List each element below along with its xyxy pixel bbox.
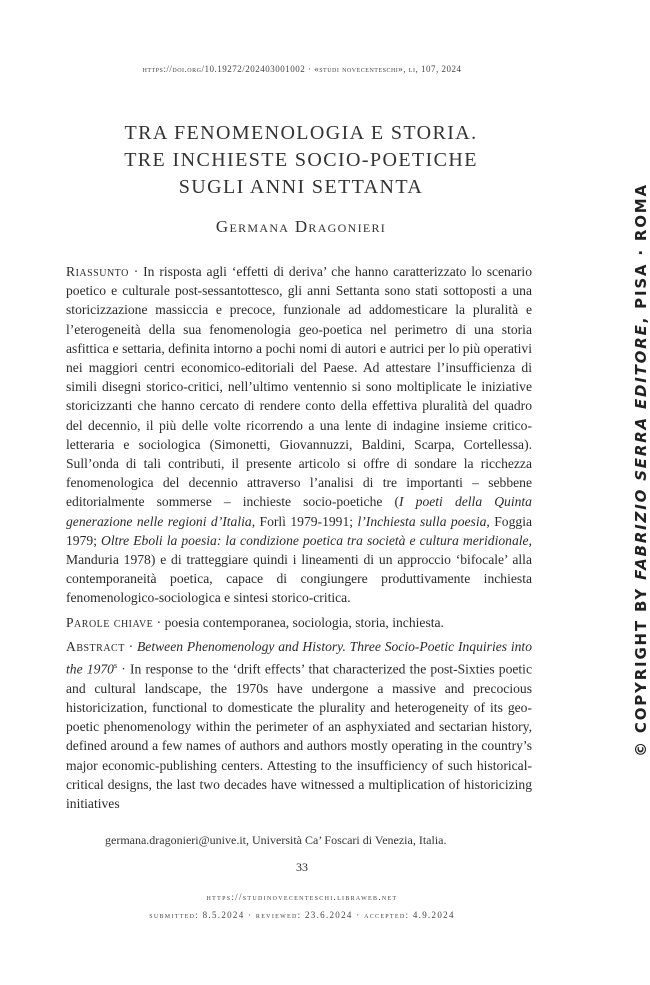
copyright-notice [632, 183, 650, 757]
work-title: Oltre Eboli la poesia: la condizione poetica tra società e cultura meridionale [101, 532, 529, 548]
title-line-2: TRE INCHIESTE SOCIO-POETICHE [124, 149, 478, 171]
work-title: l’Inchiesta sulla poesia [357, 513, 487, 529]
review-dates: submitted: 8.5.2024 · reviewed: 23.6.2024 · accepted: 4.9.2024 [149, 910, 455, 920]
copyright-prefix: © COPYRIGHT BY [632, 579, 650, 757]
article-title [64, 120, 538, 201]
author-name: Germana Dragonieri [215, 217, 387, 236]
abstract-title-suffix: s [113, 661, 118, 671]
running-head: https://doi.org/10.19272/202403001002 · «studi novecenteschi», li, 107, 2024 [142, 64, 462, 74]
separator: · [153, 614, 165, 630]
riassunto-label: Riassunto [66, 264, 129, 279]
keywords-paragraph [66, 613, 532, 632]
title-line-1: TRA FENOMENOLOGIA E STORIA. [124, 122, 478, 144]
copyright-suffix: , PISA · ROMA [632, 183, 650, 324]
author-affiliation-footnote: germana.dragonieri@unive.it, Università Ca’ Foscari di Venezia, Italia. [105, 833, 447, 847]
riassunto-text: In risposta agli ‘effetti di deriva’ che hanno caratterizzato lo scenario poetico e culturale post-sessantottesco, gli anni Settanta sono stati sottoposti a una storicizzazione massiccia e precoce, funzionale ad addomesticare la pluralità e l’eterogeneità della sua fenomenologia geo-poetica nel perimetro di una storia asfittica e settaria, definita intorno a pochi nomi di autori e autrici per lo più operativi nei maggiori centri economico-editoriali del Paese. Ad attestare l’insufficienza di simili disegni storico-critici, nell’ultimo ventennio si sono moltiplicate le iniziative storicizzanti che hanno cercato di rendere conto della effettiva pluralità del quadro del decennio, il più delle volte ricorrendo a una lente di indagine insieme critico-letteraria e sociologica (Simonetti, Giovannuzzi, Baldini, Scarpa, Cortellessa). Sull’onda di tali contributi, il presente articolo si offre di sondare la ricchezza fenomenologica del decennio attraverso l’analisi di tre importanti – sebbene editorialmente sommerse – inchieste socio-poetiche ( [66, 264, 532, 510]
riassunto-text: , Manduria 1978) e di tratteggiare quindi i lineamenti di un approccio ‘bifocale’ alla contemporaneità poetica, capace di congiungere produttivamente inchiesta fenomenologico-sociologica e sintesi storico-critica. [66, 532, 532, 606]
abstract-title: Between Phenomenology and History. Three Socio-Poetic Inquiries into the 1970 [66, 638, 532, 677]
riassunto-paragraph [66, 262, 532, 608]
abstract-paragraph [66, 637, 532, 813]
separator: · [128, 264, 144, 279]
separator: · [124, 638, 137, 654]
work-title: I poeti della Quinta generazione nelle regioni d’Italia [66, 494, 532, 529]
keywords-text: poesia contemporanea, sociologia, storia, inchiesta. [164, 614, 444, 630]
journal-url: https://studinovecenteschi.libraweb.net [206, 892, 398, 902]
separator: · [117, 661, 130, 677]
riassunto-text: , Forlì 1979-1991; [251, 513, 358, 529]
article-body [66, 262, 532, 818]
abstract-text: In response to the ‘drift effects’ that characterized the post-Sixties poetic and cultural landscape, the 1970s have undergone a massive and precocious historicization, functional to domesticate the plurality and heterogeneity of its geo-poetic phenomenology within the perimeter of an asphyxiated and sectarian history, defined around a few names of authors and authors mostly operating in the country’s major economic-publishing centers. Attesting to the insufficiency of such historical-critical designs, the last two decades have witnessed a multiplication of historicizing initiatives [66, 661, 532, 812]
page-number: 33 [296, 860, 308, 874]
riassunto-text: , Foggia 1979; [66, 513, 533, 548]
abstract-label: Abstract [66, 638, 125, 654]
publisher-name: FABRIZIO SERRA EDITORE [632, 323, 650, 580]
title-line-3: SUGLI ANNI SETTANTA [178, 176, 424, 198]
keywords-label: Parole chiave [66, 614, 154, 630]
